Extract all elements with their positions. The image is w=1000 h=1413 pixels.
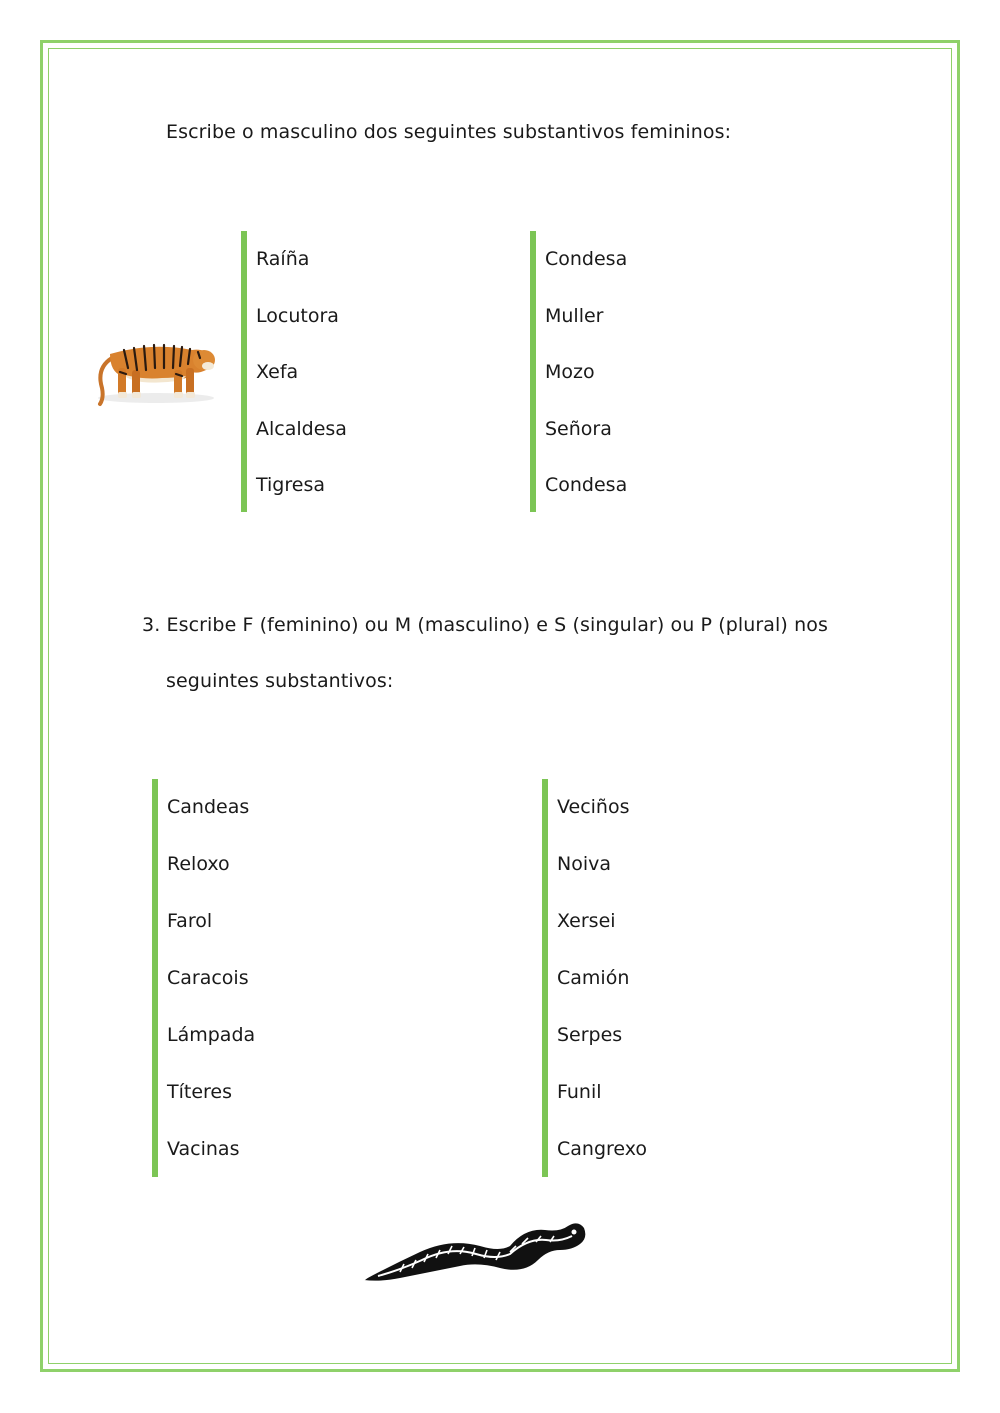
list-item: Candeas: [167, 796, 250, 818]
section3-right-column: [542, 779, 647, 1177]
list-item: Tigresa: [256, 474, 325, 496]
list-item: Caracois: [167, 967, 249, 989]
list-item: Noiva: [557, 853, 612, 875]
list-item: Xefa: [256, 361, 299, 383]
snake-ornament-icon: [360, 1216, 590, 1286]
list-item: Camión: [557, 967, 630, 989]
section2-right-column: [530, 231, 627, 512]
list-item: Reloxo: [167, 853, 230, 875]
list-item: Raíña: [256, 248, 310, 270]
list-item: Lámpada: [167, 1024, 256, 1046]
section2-left-column: [241, 231, 347, 512]
list-item: Condesa: [545, 248, 628, 270]
list-item: Muller: [545, 304, 604, 327]
list-item: Xersei: [557, 910, 616, 932]
tiger-image: [82, 328, 222, 414]
list-item: Serpes: [557, 1024, 623, 1046]
list-item: Locutora: [256, 304, 339, 327]
section2-instruction: Escribe o masculino dos seguintes substantivos femininos:: [166, 121, 732, 143]
list-item: Títeres: [167, 1081, 233, 1103]
section3-instruction-line1: 3. Escribe F (feminino) ou M (masculino) e S (singular) ou P (plural) nos: [142, 614, 828, 636]
list-item: Vacinas: [167, 1138, 240, 1160]
list-item: Cangrexo: [557, 1138, 648, 1160]
list-item: Funil: [557, 1081, 602, 1103]
list-item: Farol: [167, 910, 213, 932]
list-item: Mozo: [545, 361, 595, 383]
section3-instruction-line2: seguintes substantivos:: [166, 670, 394, 692]
list-item: Señora: [545, 417, 612, 440]
section3-left-column: [152, 779, 255, 1177]
list-item: Alcaldesa: [256, 417, 347, 440]
list-item: Veciños: [557, 796, 630, 818]
list-item: Condesa: [545, 474, 628, 496]
